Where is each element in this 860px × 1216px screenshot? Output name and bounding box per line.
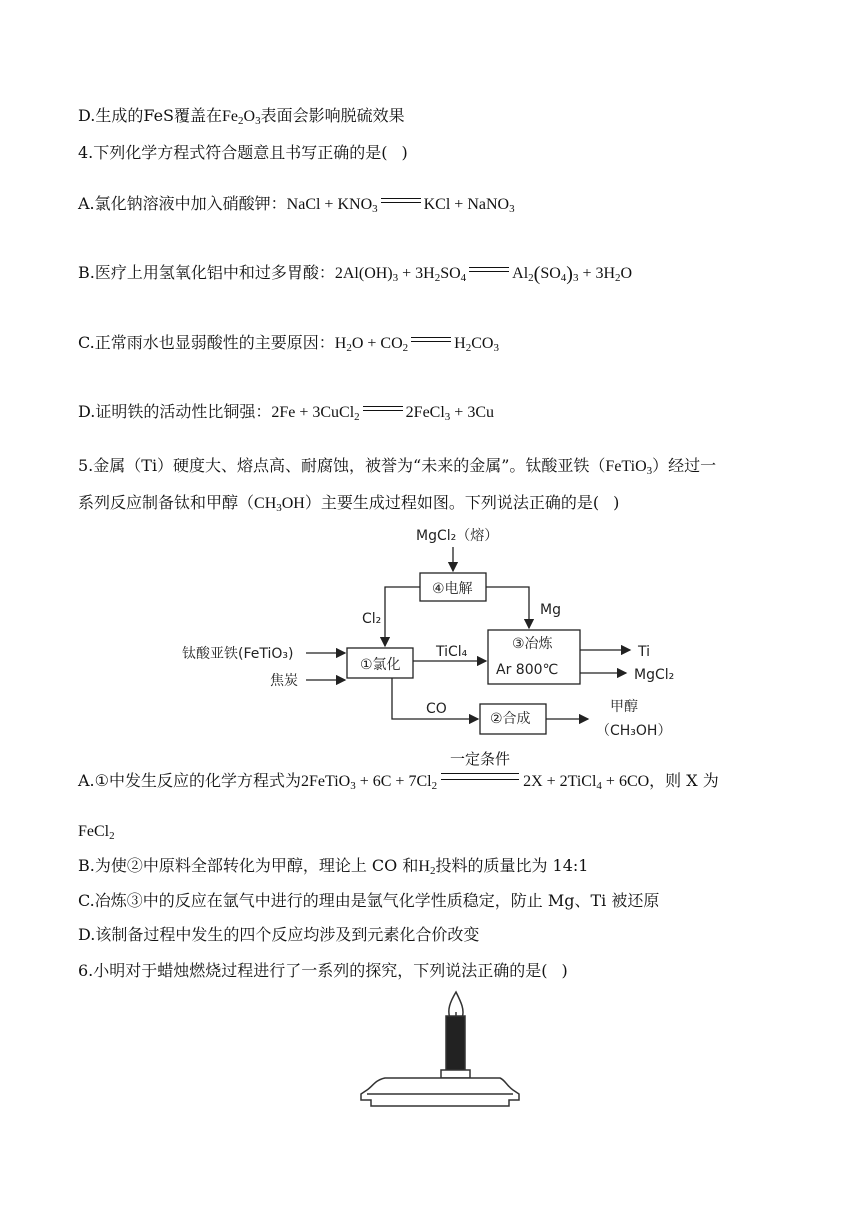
candle-illustration xyxy=(355,990,525,1112)
formula-fecl2: FeCl$_2$ xyxy=(78,823,115,842)
q5-option-b-prefix: B.为使②中原料全部转化为甲醇，理论上 CO 和 xyxy=(78,856,419,875)
smelting-box-line2: Ar 800℃ xyxy=(496,662,559,678)
q4-option-d xyxy=(78,401,494,424)
equation-d: 2Fe + 3CuCl$_2$ 2FeCl$_3$ + 3Cu xyxy=(271,404,494,423)
q5-option-a-answer xyxy=(78,820,115,843)
smelting-box-line1: ③冶炼 xyxy=(512,636,553,652)
q4-option-c-label: C.正常雨水也显弱酸性的主要原因： xyxy=(78,333,335,352)
cl2-label: Cl₂ xyxy=(362,611,382,627)
q4-option-c xyxy=(78,332,499,355)
electrolysis-box-label: ④电解 xyxy=(432,581,473,597)
equation-c: $H_2O + CO_2$ $H_2CO_3$ xyxy=(334,335,499,354)
equation-a: NaCl + $KNO_3$ KCl + NaNO$_3$ xyxy=(286,196,515,215)
q4-option-b xyxy=(78,262,632,285)
q5-option-c xyxy=(78,890,659,912)
q5-stem-end: ) xyxy=(613,493,620,512)
q5-option-d-text: D.该制备过程中发生的四个反应均涉及到元素化合价改变 xyxy=(78,925,480,944)
q5-option-b xyxy=(78,855,588,878)
output-mgcl2-label: MgCl₂ xyxy=(634,667,675,683)
methanol-label-line1: 甲醇 xyxy=(610,699,638,715)
q6-stem-end: ) xyxy=(561,961,568,980)
candlestick-base xyxy=(361,1078,519,1106)
q4-option-a xyxy=(78,193,515,216)
q4-option-d-label: D.证明铁的活动性比铜强： xyxy=(78,402,272,421)
q5-option-d xyxy=(78,924,479,946)
formula-fe2o3: $Fe_2O_3$ xyxy=(222,108,261,127)
formula-h2: $H_2$ xyxy=(418,858,436,877)
ticl4-label: TiCl₄ xyxy=(436,644,468,660)
arrow-mg-to-smelting xyxy=(486,587,529,628)
reaction-condition: 一定条件 xyxy=(450,752,511,768)
input-coke-label: 焦炭 xyxy=(270,673,298,689)
synthesis-box-label: ②合成 xyxy=(490,711,531,727)
arrow-cl2-to-chlorination xyxy=(385,587,420,646)
q6-stem-text: 6.小明对于蜡烛燃烧过程进行了一系列的探究，下列说法正确的是( xyxy=(78,961,548,980)
q5-option-a xyxy=(78,752,719,793)
fecl2-text: FeCl xyxy=(78,823,110,840)
formula-fetio3: FeTiO$_3$ xyxy=(605,458,653,477)
candle-body xyxy=(446,1016,465,1072)
q5-stem-line1-b: ）经过一 xyxy=(652,456,717,475)
q5-stem-line2-b: ）主要生成过程如图。下列说法正确的是( xyxy=(304,493,600,512)
equation-chlorination: 2FeTiO$_3$ + $6C + 7Cl_2$ 一定条件 2X + 2TiCl$_4$ + 6CO xyxy=(301,773,649,790)
input-mgcl2-label: MgCl₂（熔） xyxy=(416,528,499,544)
q4-stem-end: ) xyxy=(401,143,408,162)
q5-option-b-suffix: 投料的质量比为 14:1 xyxy=(435,856,589,875)
q5-stem-line1-a: 5.金属（Ti）硬度大、熔点高、耐腐蚀，被誉为“未来的金属”。钛酸亚铁（ xyxy=(78,456,606,475)
q5-option-a-prefix: A.①中发生反应的化学方程式为 xyxy=(78,771,301,790)
q4-stem-text: 4.下列化学方程式符合题意且书写正确的是( xyxy=(78,143,388,162)
output-ti-label: Ti xyxy=(638,644,651,660)
q4-option-b-label: B.医疗上用氢氧化铝中和过多胃酸： xyxy=(78,263,335,282)
formula-ch3oh: $CH_3OH$ xyxy=(254,495,305,514)
q3-option-d xyxy=(78,105,405,128)
q5-stem-line1 xyxy=(78,455,716,478)
q5-stem-line2-a: 系列反应制备钛和甲醇（ xyxy=(78,493,255,512)
q3-option-d-prefix: D.生成的FeS覆盖在 xyxy=(78,106,223,125)
q5-option-a-suffix: ，则 X 为 xyxy=(649,771,719,790)
co-label: CO xyxy=(426,701,447,717)
q4-option-a-label: A.氯化钠溶液中加入硝酸钾： xyxy=(78,194,287,213)
input-fetio3-label: 钛酸亚铁(FeTiO₃) xyxy=(182,646,294,662)
process-flow-diagram xyxy=(170,520,690,748)
q5-option-c-text: C.冶炼③中的反应在氩气中进行的理由是氩气化学性质稳定，防止 Mg、Ti 被还原 xyxy=(78,891,660,910)
q3-option-d-suffix: 表面会影响脱硫效果 xyxy=(260,106,405,125)
q6-stem xyxy=(78,960,568,982)
mg-label: Mg xyxy=(540,602,561,618)
candle-holder-cup xyxy=(441,1070,470,1078)
equation-b: $2Al(OH)_3 + 3H_2SO_4$ $Al_2(SO_4)_3 + 3H_2O$ xyxy=(334,263,633,285)
chlorination-box-label: ①氯化 xyxy=(360,657,401,673)
q4-stem xyxy=(78,142,408,164)
q5-stem-line2 xyxy=(78,492,619,515)
methanol-label-line2: （CH₃OH） xyxy=(596,723,672,739)
